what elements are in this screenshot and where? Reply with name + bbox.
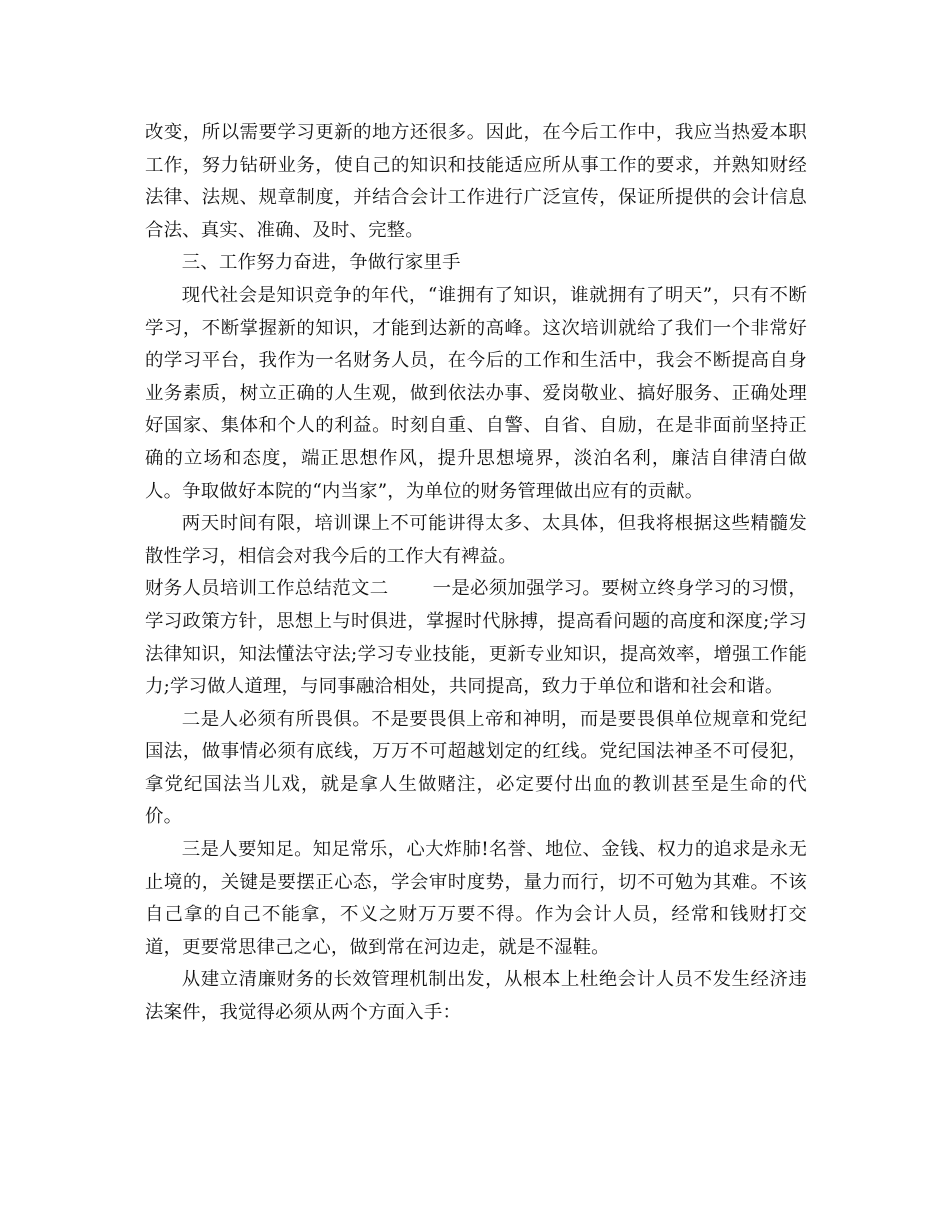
section-title: 财务人员培训工作总结范文二 <box>145 578 389 600</box>
paragraph-2: 现代社会是知识竞争的年代，“谁拥有了知识，谁就拥有了明天”，只有不断学习，不断掌握新的知识，才能到达新的高峰。这次培训就给了我们一个非常好的学习平台，我作为一名财务人员，在今后的工作和生活中，我会不断提高自身业务素质，树立正确的人生观，做到依法办事、爱岗敬业、搞好服务、正确处理好国家、集体和个人的利益。时刻自重、自警、自省、自励，在是非面前坚持正确的立场和态度，端正思想作风，提升思想境界，淡泊名利，廉洁自律清白做人。争取做好本院的“内当家”，为单位的财务管理做出应有的贡献。 <box>145 284 807 502</box>
paragraph-1: 改变，所以需要学习更新的地方还很多。因此，在今后工作中，我应当热爱本职工作，努力钻研业务，使自己的知识和技能适应所从事工作的要求，并熟知财经法律、法规、规章制度，并结合会计工作进行广泛宣传，保证所提供的会计信息合法、真实、准确、及时、完整。 <box>145 122 807 241</box>
paragraph-5: 三是人要知足。知足常乐，心大炸肺!名誉、地位、金钱、权力的追求是永无止境的，关键是要摆正心态，学会审时度势，量力而行，切不可勉为其难。不该自己拿的自己不能拿，不义之财万万要不得。作为会计人员，经常和钱财打交道，更要常思律己之心，做到常在河边走，就是不湿鞋。 <box>145 839 807 958</box>
section-first-text: 一是必须加强学习。要树立终身学习的习惯，学习政策方针，思想上与时俱进，掌握时代脉搏，提高看问题的高度和深度;学习法律知识，知法懂法守法;学习专业技能，更新专业知识，提高效率，增强工作能力;学习做人道理，与同事融洽相处，共同提高，致力于单位和谐和社会和谐。 <box>145 578 807 698</box>
document-page <box>145 117 807 1030</box>
paragraph-4: 二是人必须有所畏俱。不是要畏俱上帝和神明，而是要畏俱单位规章和党纪国法，做事情必须有底线，万万不可超越划定的红线。党纪国法神圣不可侵犯，拿党纪国法当儿戏，就是拿人生做赌注，必定要付出血的教训甚至是生命的代价。 <box>145 708 807 828</box>
paragraph-3: 两天时间有限，培训课上不可能讲得太多、太具体，但我将根据这些精髓发散性学习，相信会对我今后的工作大有裨益。 <box>145 513 807 567</box>
section-two-paragraph <box>145 573 807 703</box>
section-heading-3: 三、工作努力奋进，争做行家里手 <box>181 252 461 274</box>
paragraph-6: 从建立清廉财务的长效管理机制出发，从根本上杜绝会计人员不发生经济违法案件，我觉得必须从两个方面入手： <box>145 969 807 1024</box>
